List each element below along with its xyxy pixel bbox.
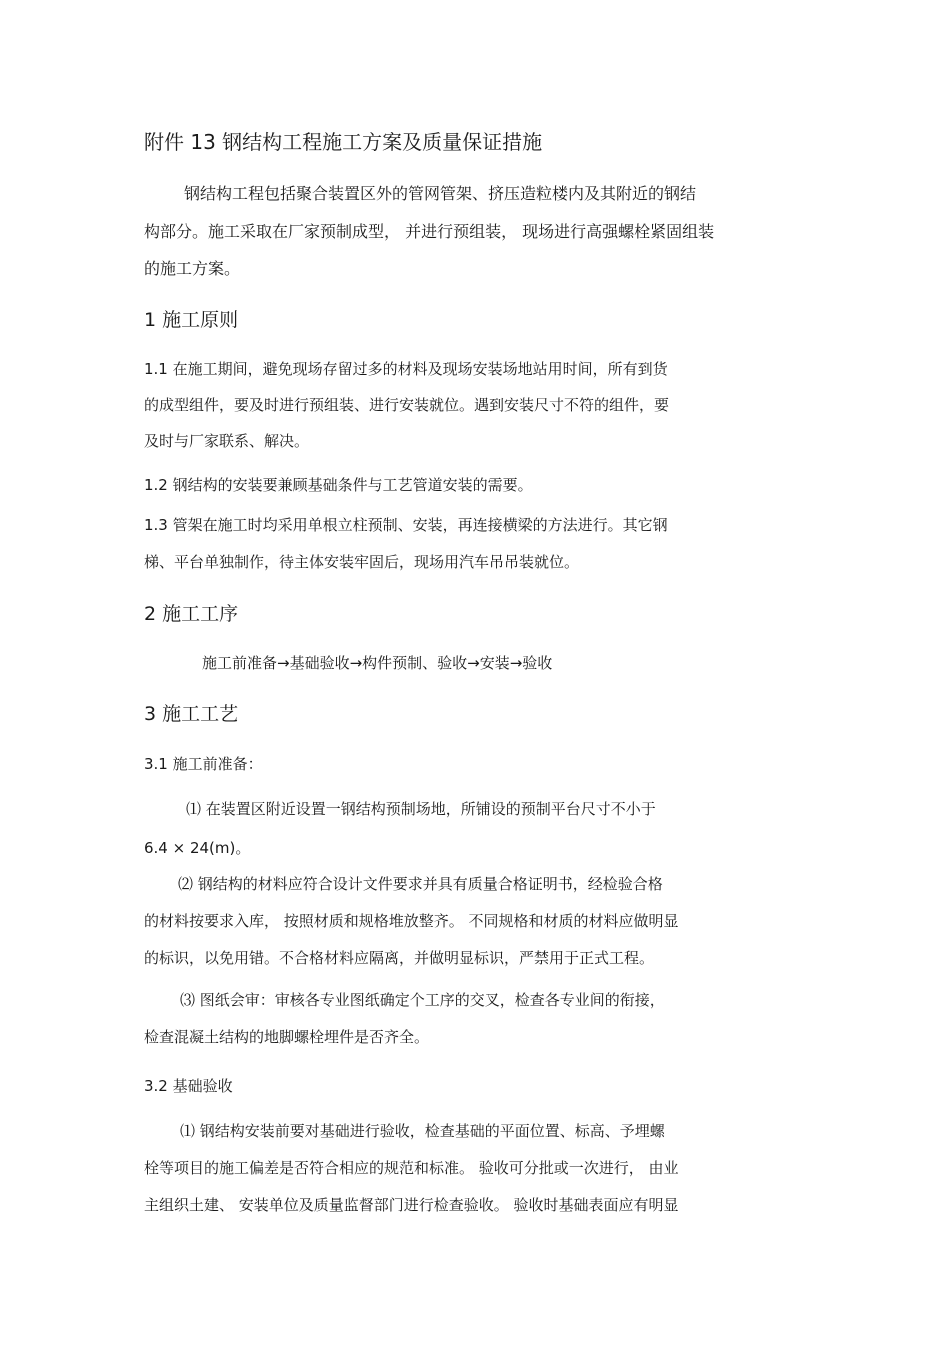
document-title: 附件 13 钢结构工程施工方案及质量保证措施 — [144, 130, 543, 154]
paragraph-line: ⑵ 钢结构的材料应符合设计文件要求并具有质量合格证明书，经检验合格 — [178, 875, 663, 893]
intro-line: 钢结构工程包括聚合装置区外的管网管架、挤压造粒楼内及其附近的钢结 — [184, 184, 697, 203]
paragraph-line: 梯、平台单独制作，待主体安装牢固后，现场用汽车吊吊装就位。 — [144, 553, 580, 571]
paragraph-line: 检查混凝土结构的地脚螺栓埋件是否齐全。 — [144, 1028, 430, 1046]
section-heading: 1 施工原则 — [144, 309, 239, 331]
section-heading: 2 施工工序 — [144, 603, 239, 625]
paragraph-line: 的标识，以免用错。不合格材料应隔离，并做明显标识，严禁用于正式工程。 — [144, 949, 655, 967]
paragraph-line: 主组织土建、 安装单位及质量监督部门进行检查验收。 验收时基础表面应有明显 — [144, 1196, 679, 1214]
subsection-heading: 3.2 基础验收 — [144, 1077, 233, 1095]
section-heading: 3 施工工艺 — [144, 703, 239, 725]
subsection-heading: 3.1 施工前准备： — [144, 755, 263, 773]
intro-line: 构部分。施工采取在厂家预制成型， 并进行预组装， 现场进行高强螺栓紧固组装 — [144, 222, 715, 241]
paragraph-line: 栓等项目的施工偏差是否符合相应的规范和标准。 验收可分批或一次进行， 由业 — [144, 1159, 679, 1177]
paragraph-line: 及时与厂家联系、解决。 — [144, 432, 310, 450]
paragraph-line: 6.4 × 24(m)。 — [144, 839, 251, 857]
paragraph-line: 1.2 钢结构的安装要兼顾基础条件与工艺管道安装的需要。 — [144, 476, 533, 494]
paragraph-line: ⑶ 图纸会审：审核各专业图纸确定个工序的交叉，检查各专业间的衔接， — [180, 991, 665, 1009]
paragraph-line: 的材料按要求入库， 按照材质和规格堆放整齐。 不同规格和材质的材料应做明显 — [144, 912, 679, 930]
paragraph-line: 1.3 管架在施工时均采用单根立柱预制、安装，再连接横梁的方法进行。其它钢 — [144, 516, 668, 534]
paragraph-line: ⑴ 在装置区附近设置一钢结构预制场地，所铺设的预制平台尺寸不小于 — [186, 800, 656, 818]
process-flow: 施工前准备→基础验收→构件预制、验收→安装→验收 — [202, 654, 553, 672]
intro-line: 的施工方案。 — [144, 259, 241, 278]
paragraph-line: ⑴ 钢结构安装前要对基础进行验收，检查基础的平面位置、标高、予埋螺 — [180, 1122, 665, 1140]
paragraph-line: 1.1 在施工期间，避免现场存留过多的材料及现场安装场地站用时间，所有到货 — [144, 360, 668, 378]
paragraph-line: 的成型组件，要及时进行预组装、进行安装就位。遇到安装尺寸不符的组件，要 — [144, 396, 670, 414]
